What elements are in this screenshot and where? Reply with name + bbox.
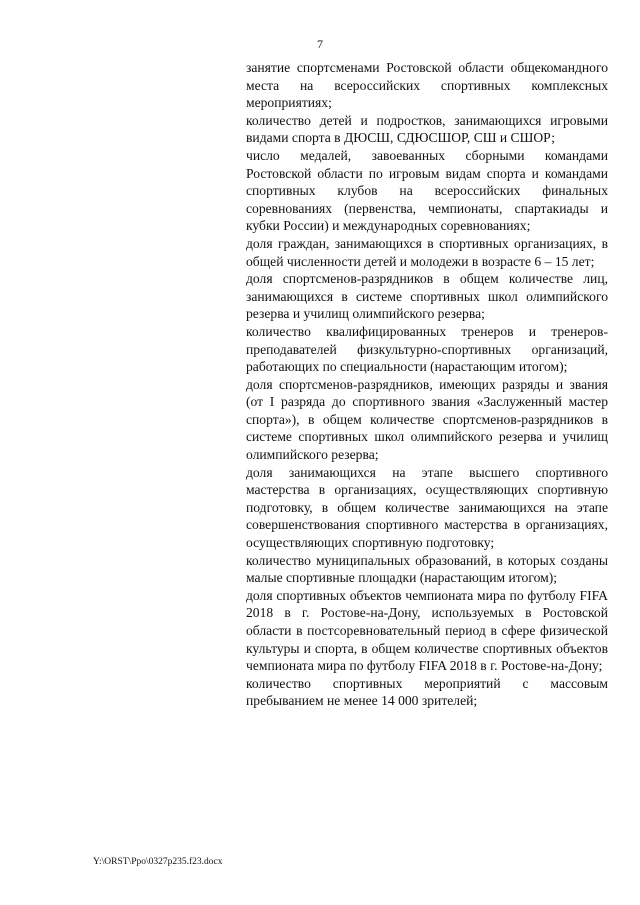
indicator-item: количество квалифицированных тренеров и тренеров-преподавателей физкультурно-спортивных организаций, работающих по специальности (нарастающим итогом); bbox=[246, 323, 608, 375]
indicator-item: доля занимающихся на этапе высшего спортивного мастерства в организациях, осуществляющих спортивную подготовку, в общем количестве занимающихся на этапе совершенствования спортивного мастерства в организациях, осуществляющих спортивную подготовку; bbox=[246, 464, 608, 551]
indicator-item: доля спортсменов-разрядников в общем количестве лиц, занимающихся в системе спортивных школ олимпийского резерва и училищ олимпийского резерва; bbox=[246, 271, 608, 322]
indicator-item: количество муниципальных образований, в которых созданы малые спортивные площадки (нарастающим итогом); bbox=[246, 552, 608, 586]
indicator-item: доля спортивных объектов чемпионата мира по футболу FIFA 2018 в г. Ростове-на-Дону, используемых в Ростовской области в постсоревновательный период в сфере физической культуры и спорта, в общем количестве спортивных объектов чемпионата мира по футболу FIFA 2018 в г. Ростове-на-Дону; bbox=[246, 587, 608, 674]
footer-file-path: Y:\ORST\Ppo\0327p235.f23.docx bbox=[93, 857, 223, 867]
indicator-item: доля граждан, занимающихся в спортивных организациях, в общей численности детей и молодежи в возрасте 6 – 15 лет; bbox=[246, 235, 608, 269]
page-number: 7 bbox=[317, 37, 323, 51]
indicator-item: доля спортсменов-разрядников, имеющих разряды и звания (от I разряда до спортивного звания «Заслуженный мастер спорта»), в общем количестве спортсменов-разрядников в системе спортивных школ олимпийского резерва и училищ олимпийского резерва; bbox=[246, 376, 608, 463]
indicator-list bbox=[246, 59, 608, 710]
indicator-item: количество детей и подростков, занимающихся игровыми видами спорта в ДЮСШ, СДЮСШОР, СШ и СШОР; bbox=[246, 112, 608, 146]
indicator-item: число медалей, завоеванных сборными командами Ростовской области по игровым видам спорта и командами спортивных клубов на всероссийских финальных соревнованиях (первенства, чемпионаты, спартакиады и кубки России) и международных соревнованиях; bbox=[246, 147, 608, 234]
indicator-item: количество спортивных мероприятий с массовым пребыванием не менее 14 000 зрителей; bbox=[246, 675, 608, 709]
indicator-item: занятие спортсменами Ростовской области общекомандного места на всероссийских спортивных комплексных мероприятиях; bbox=[246, 60, 608, 111]
